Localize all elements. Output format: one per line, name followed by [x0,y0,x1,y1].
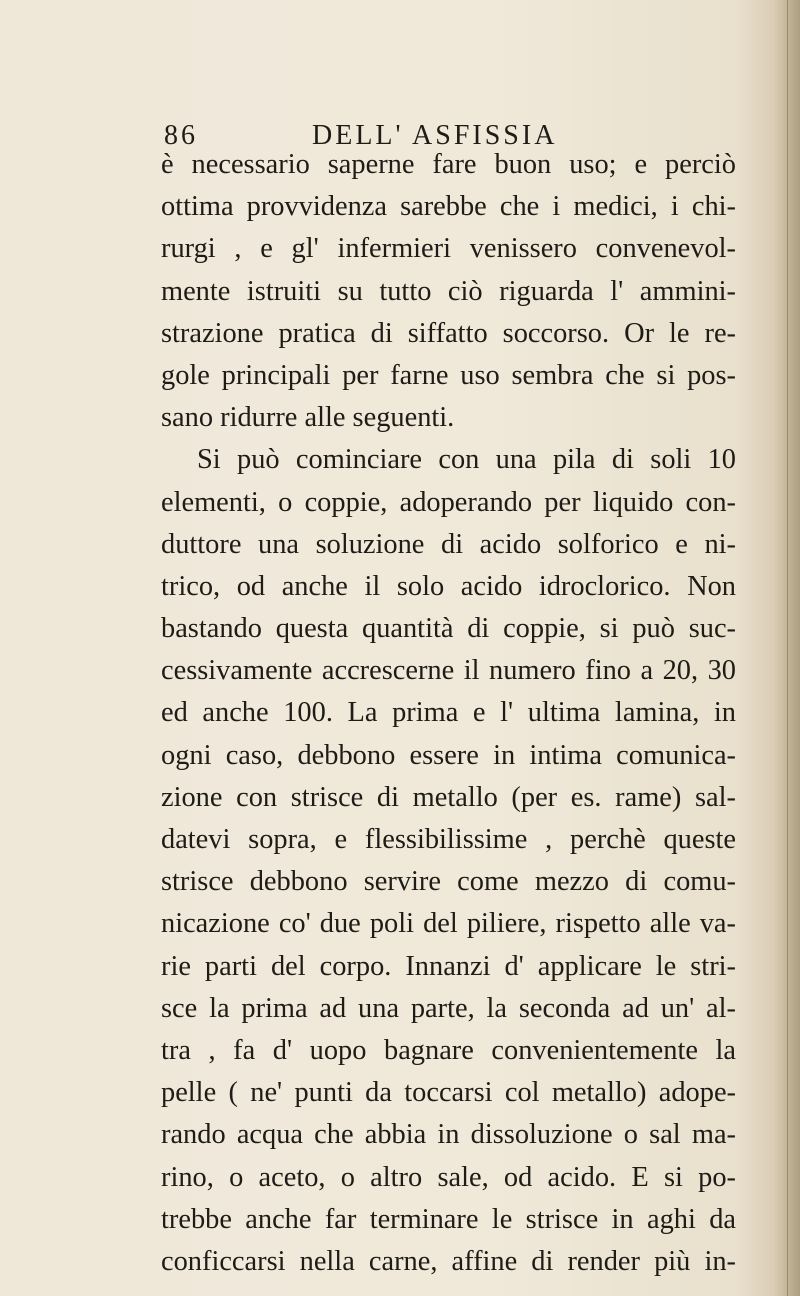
text-line: strisce debbono servire come mezzo di comu- [161,866,736,898]
text-line: ogni caso, debbono essere in intima comunica- [161,739,736,771]
text-line: zione con strisce di metallo (per es. rame) sal- [161,781,736,813]
body-text [161,144,736,1283]
text-line: nicazione co' due poli del piliere, rispetto alle va- [161,908,736,940]
running-head: DELL' ASFISSIA [312,120,558,151]
text-line: sce la prima ad una parte, la seconda ad un' al- [161,992,736,1024]
text-line: bastando questa quantità di coppie, si può suc- [161,613,736,645]
paragraph-start-line: Si può cominciare con una pila di soli 10 [197,444,736,476]
text-line: è necessario saperne fare buon uso; e perciò [161,149,736,180]
text-line: conficcarsi nella carne, affine di render più in- [161,1245,736,1277]
text-line: rino, o aceto, o altro sale, od acido. E si po- [161,1161,736,1193]
text-line: sano ridurre alle seguenti. [161,402,455,434]
text-line: trebbe anche far terminare le strisce in aghi da [161,1203,736,1235]
text-line: datevi sopra, e flessibilissime , perchè queste [161,824,736,855]
text-line: strazione pratica di siffatto soccorso. Or le re- [161,317,736,349]
text-line: rando acqua che abbia in dissoluzione o sal ma- [161,1119,736,1151]
page-edge-line [787,0,788,1296]
text-line: cessivamente accrescerne il numero fino a 20, 30 [161,655,736,687]
text-line: trico, od anche il solo acido idroclorico. Non [161,570,736,602]
page-number: 86 [164,120,198,151]
text-line: rie parti del corpo. Innanzi d' applicare le stri- [161,950,736,982]
text-line: elementi, o coppie, adoperando per liquido con- [161,486,736,518]
text-line: gole principali per farne uso sembra che si pos- [161,359,736,391]
text-line: pelle ( ne' punti da toccarsi col metallo) adope- [161,1077,736,1109]
text-line: tra , fa d' uopo bagnare convenientemente la [161,1034,736,1066]
text-line: mente istruiti su tutto ciò riguarda l' ammini- [161,275,736,307]
text-line: rurgi , e gl' infermieri venissero convenevol- [161,233,736,265]
text-line: ottima provvidenza sarebbe che i medici, i chi- [161,191,736,223]
text-line: ed anche 100. La prima e l' ultima lamina, in [161,697,736,729]
text-line: duttore una soluzione di acido solforico e ni- [161,528,736,560]
